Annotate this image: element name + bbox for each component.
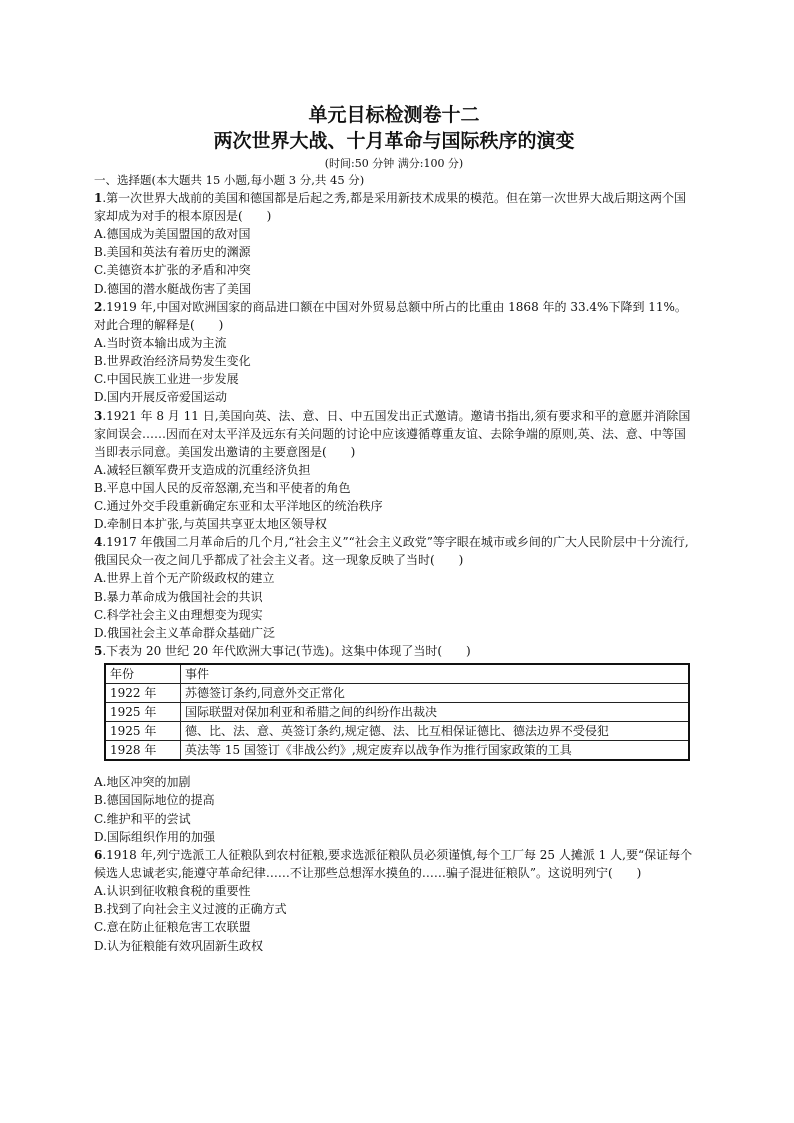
option-a: A.地区冲突的加剧	[94, 775, 191, 790]
question-stem	[94, 846, 694, 882]
option-b: B.德国国际地位的提高	[94, 793, 215, 808]
table-cell-event: 国际联盟对保加利亚和希腊之间的纠纷作出裁决	[181, 703, 690, 722]
option-c: C.维护和平的尝试	[94, 811, 191, 826]
question-3	[94, 407, 694, 534]
question-number: 1	[94, 191, 103, 205]
question-stem	[94, 533, 694, 569]
option-a: A.当时资本输出成为主流	[94, 335, 227, 350]
option-a: A.减轻巨额军费开支造成的沉重经济负担	[94, 462, 311, 477]
option-b: B.世界政治经济局势发生变化	[94, 354, 251, 369]
table-header-cell: 事件	[181, 664, 690, 684]
table-cell-event: 德、比、法、意、英签订条约,规定德、法、比互相保证德比、德法边界不受侵犯	[181, 722, 690, 741]
option-c: C.通过外交手段重新确定东亚和太平洋地区的统治秩序	[94, 499, 383, 514]
table-cell-event: 英法等 15 国签订《非战公约》,规定废弃以战争作为推行国家政策的工具	[181, 741, 690, 761]
question-number: 2	[94, 299, 103, 314]
question-stem	[94, 642, 694, 660]
question-1	[94, 189, 694, 298]
option-c: C.中国民族工业进一步发展	[94, 372, 239, 387]
table-cell-year: 1925 年	[105, 703, 181, 722]
option-a: A.世界上首个无产阶级政权的建立	[94, 571, 275, 586]
option-c: C.意在防止征粮危害工农联盟	[94, 920, 251, 935]
exam-subtitle: 两次世界大战、十月革命与国际秩序的演变	[213, 130, 575, 152]
question-number: 6	[94, 848, 103, 863]
option-d: D.国内开展反帝爱国运动	[94, 390, 228, 405]
question-text: .1917 年俄国二月革命后的几个月,“社会主义”“社会主义政党”等字眼在城市或乡间的广大人民阶层中十分流行,俄国民众一夜之间几乎都成了社会主义者。这一现象反映了当时( )	[94, 535, 689, 568]
events-table	[104, 663, 690, 761]
option-d: D.牵制日本扩张,与英国共享亚太地区领导权	[94, 517, 327, 532]
question-2	[94, 298, 694, 407]
exam-title: 单元目标检测卷十二	[308, 104, 480, 126]
table-row	[105, 722, 689, 741]
question-text: .1919 年,中国对欧洲国家的商品进口额在中国对外贸易总额中所占的比重由 1868 年的 33.4%下降到 11%。对此合理的解释是( )	[94, 299, 687, 332]
option-c: C.美德资本扩张的矛盾和冲突	[94, 263, 251, 278]
table-row	[105, 684, 689, 703]
table-cell-year: 1922 年	[105, 684, 181, 703]
question-text: .1918 年,列宁选派工人征粮队到农村征粮,要求选派征粮队员必须谨慎,每个工厂每 25 人摊派 1 人,要“保证每个候选人忠诚老实,能遵守革命纪律……不让那些总想浑水摸鱼的……骗子混进征粮队”。这说明列宁( )	[94, 848, 693, 881]
option-b: B.美国和英法有着历史的渊源	[94, 245, 251, 260]
table-header-row	[105, 664, 689, 684]
table-row	[105, 703, 689, 722]
question-stem	[94, 407, 694, 461]
table-cell-year: 1925 年	[105, 722, 181, 741]
option-d: D.德国的潜水艇战伤害了美国	[94, 281, 252, 296]
question-5	[94, 642, 694, 846]
option-d: D.国际组织作用的加强	[94, 829, 216, 844]
table-cell-year: 1928 年	[105, 741, 181, 761]
question-number: 5	[94, 644, 103, 659]
question-stem	[94, 189, 694, 225]
option-a: A.认识到征收粮食税的重要性	[94, 884, 251, 899]
question-text: .下表为 20 世纪 20 年代欧洲大事记(节选)。这集中体现了当时( )	[102, 644, 471, 659]
table-cell-event: 苏德签订条约,同意外交正常化	[181, 684, 690, 703]
question-4	[94, 533, 694, 642]
option-d: D.认为征粮能有效巩固新生政权	[94, 938, 264, 953]
question-6	[94, 846, 694, 955]
option-b: B.找到了向社会主义过渡的正确方式	[94, 902, 287, 917]
question-text: .第一次世界大战前的美国和德国都是后起之秀,都是采用新技术成果的模范。但在第一次世界大战后期这两个国家却成为对手的根本原因是( )	[94, 191, 686, 223]
table-row	[105, 741, 689, 761]
exam-info: (时间:50 分钟 满分:100 分)	[324, 157, 464, 170]
section-heading: 一、选择题(本大题共 15 小题,每小题 3 分,共 45 分)	[94, 173, 365, 187]
table-header-cell: 年份	[105, 664, 181, 684]
exam-page	[94, 100, 694, 955]
question-stem	[94, 298, 694, 334]
question-number: 4	[94, 535, 103, 550]
question-text: .1921 年 8 月 11 日,美国向英、法、意、日、中五国发出正式邀请。邀请书指出,须有要求和平的意愿并消除国家间误会……因而在对太平洋及远东有关问题的讨论中应该遵循尊重友谊、去除争端的原则,英、法、意、中等国当即表示同意。美国发出邀请的主要意图是( )	[94, 408, 691, 459]
option-c: C.科学社会主义由理想变为现实	[94, 607, 263, 622]
option-b: B.暴力革命成为俄国社会的共识	[94, 589, 263, 604]
option-a: A.德国成为美国盟国的敌对国	[94, 227, 251, 241]
option-b: B.平息中国人民的反帝怒潮,充当和平使者的角色	[94, 480, 351, 495]
option-d: D.俄国社会主义革命群众基础广泛	[94, 626, 276, 641]
question-number: 3	[94, 408, 103, 423]
